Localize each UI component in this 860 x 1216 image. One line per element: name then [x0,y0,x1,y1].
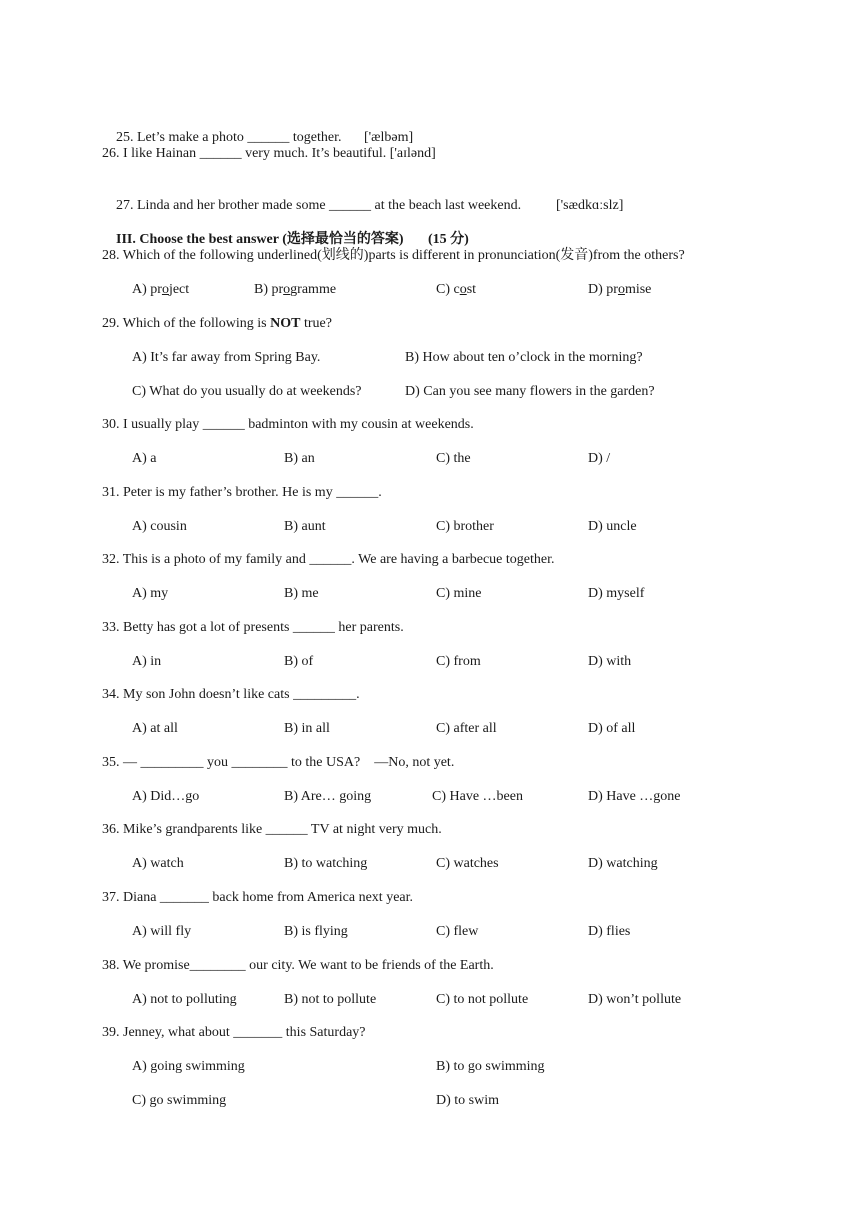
option-b: B) is flying [284,924,348,939]
option-b: B) to go swimming [436,1059,545,1074]
option-b: B) of [284,654,314,669]
question-32-stem: 32. This is a photo of my family and ______. We are having a barbecue together. [102,552,555,567]
question-38-stem: 38. We promise________ our city. We want to be friends of the Earth. [102,958,494,973]
question-36-stem: 36. Mike’s grandparents like ______ TV at night very much. [102,822,442,837]
phonetic-hint: ['sædkɑːslz] [556,198,624,213]
option-b: B) an [284,451,315,466]
option-b: B) programme [254,282,337,297]
option-d: D) uncle [588,519,637,534]
question-37-stem: 37. Diana _______ back home from America next year. [102,890,414,905]
option-d: D) to swim [436,1093,499,1108]
option-d: D) flies [588,924,631,939]
option-c: C) brother [436,519,494,534]
question-28-stem: 28. Which of the following underlined(划线的)parts is different in pronunciation(发音)from the others? [102,248,685,263]
option-c: C) go swimming [132,1093,227,1108]
option-a: A) It’s far away from Spring Bay. [132,350,321,365]
option-a: A) not to polluting [132,992,237,1007]
section-points: (15 分) [428,232,469,247]
option-a: A) at all [132,721,178,736]
section-title: III. Choose the best answer (选择最恰当的答案) [116,232,404,247]
option-d: D) myself [588,586,645,601]
option-b: B) in all [284,721,330,736]
option-d: D) / [588,451,611,466]
option-b: B) to watching [284,856,368,871]
question-33-stem: 33. Betty has got a lot of presents ______ her parents. [102,620,404,635]
option-b: B) aunt [284,519,326,534]
question-30-stem: 30. I usually play ______ badminton with my cousin at weekends. [102,417,474,432]
option-d: D) Can you see many flowers in the garden? [405,384,655,399]
option-c: C) watches [436,856,499,871]
option-a: A) watch [132,856,184,871]
option-c: C) flew [436,924,479,939]
option-a: A) in [132,654,162,669]
option-a: A) project [132,282,190,297]
option-a: A) Did…go [132,789,200,804]
option-b: B) How about ten o’clock in the morning? [405,350,643,365]
option-a: A) my [132,586,169,601]
question-26: 26. I like Hainan ______ very much. It’s beautiful. ['aɪlənd] [102,146,436,161]
question-34-stem: 34. My son John doesn’t like cats _________. [102,687,360,702]
option-d: D) won’t pollute [588,992,682,1007]
option-d: D) promise [588,282,652,297]
option-d: D) Have …gone [588,789,681,804]
option-c: C) What do you usually do at weekends? [132,384,362,399]
option-c: C) the [436,451,471,466]
option-c: C) after all [436,721,497,736]
option-a: A) going swimming [132,1059,245,1074]
option-d: D) with [588,654,632,669]
question-35-stem: 35. — _________ you ________ to the USA? —No, not yet. [102,755,455,770]
option-d: D) watching [588,856,658,871]
option-a: A) a [132,451,157,466]
option-b: B) me [284,586,319,601]
option-a: A) cousin [132,519,187,534]
option-c: C) to not pollute [436,992,529,1007]
question-29-stem: 29. Which of the following is NOT true? [102,316,332,331]
option-c: C) mine [436,586,482,601]
option-c: C) cost [436,282,477,297]
question-text: 27. Linda and her brother made some ______ at the beach last weekend. [116,198,522,213]
option-a: A) will fly [132,924,192,939]
question-text: 25. Let’s make a photo ______ together. [116,130,342,145]
option-d: D) of all [588,721,636,736]
question-39-stem: 39. Jenney, what about _______ this Saturday? [102,1025,366,1040]
question-31-stem: 31. Peter is my father’s brother. He is my ______. [102,485,382,500]
option-b: B) Are… going [284,789,372,804]
option-c: C) from [436,654,481,669]
option-c: C) Have …been [432,789,523,804]
option-b: B) not to pollute [284,992,377,1007]
phonetic-hint: ['ælbəm] [364,130,414,145]
